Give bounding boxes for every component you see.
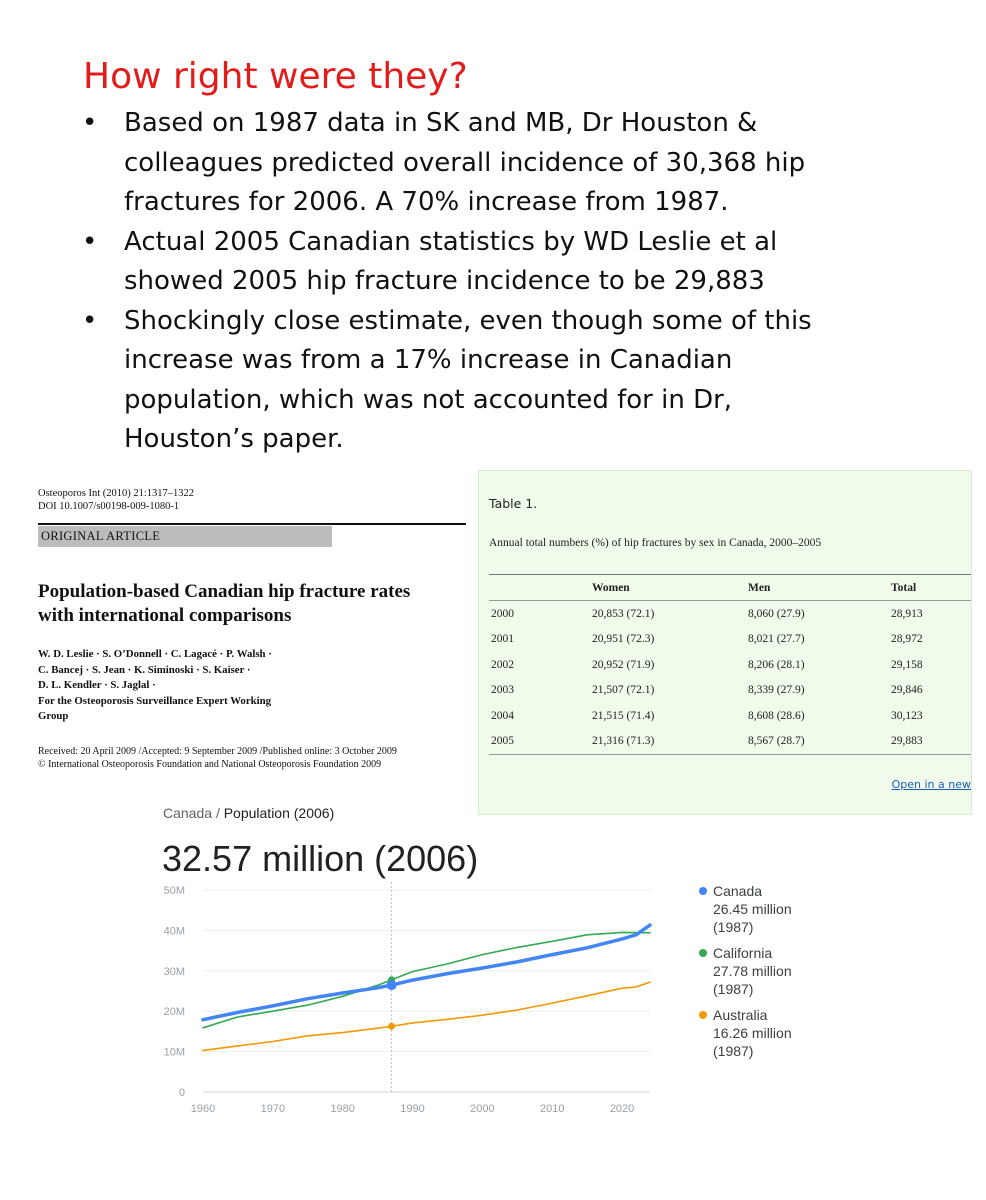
y-tick-label: 50M — [163, 885, 185, 897]
legend-item-canada[interactable] — [699, 882, 792, 936]
bullet-line: fractures for 2006. A 70% increase from 1987. — [124, 187, 729, 217]
table-cell: 28,913 — [891, 607, 923, 620]
header-rule — [38, 523, 466, 525]
y-tick-label: 0 — [178, 1087, 185, 1099]
legend-item-california[interactable] — [699, 944, 792, 998]
table-cell: 21,515 (71.4) — [592, 709, 655, 722]
table-cell: 2002 — [491, 658, 514, 671]
legend-series-name: California — [713, 945, 773, 961]
table-cell: 2004 — [491, 709, 514, 722]
article-dates — [38, 746, 468, 771]
table-cell: 8,021 (27.7) — [748, 633, 805, 646]
bullet-line: Houston’s paper. — [124, 424, 344, 454]
article-excerpt — [38, 487, 468, 770]
y-tick-label: 30M — [163, 965, 185, 978]
legend-item-australia[interactable] — [699, 1006, 792, 1060]
table-cell: 20,952 (71.9) — [592, 658, 655, 671]
table-cell: 29,846 — [891, 684, 923, 697]
legend-year: (1987) — [713, 981, 754, 997]
table-cell: 21,507 (72.1) — [592, 684, 655, 697]
hip-fracture-table — [489, 574, 972, 755]
population-headline: 32.57 million (2006) — [162, 838, 479, 879]
series-line-australia — [203, 982, 650, 1050]
table-cell: 2000 — [491, 607, 514, 620]
table-cell: 20,853 (72.1) — [592, 607, 655, 620]
table-cell: 2003 — [491, 684, 514, 697]
open-in-new-link[interactable]: Open in a new — [891, 778, 971, 791]
bullet-line: population, which was not accounted for in Dr, — [124, 384, 733, 415]
table-cell: 8,608 (28.6) — [748, 709, 805, 722]
series-point-australia — [388, 1023, 395, 1030]
series-line-canada — [203, 925, 650, 1020]
author-line: For the Osteoporosis Surveillance Expert Working — [38, 694, 272, 707]
table-cell: 8,060 (27.9) — [748, 607, 805, 620]
table-header-cell: Women — [592, 581, 630, 594]
x-tick-label: 1980 — [330, 1103, 355, 1115]
legend-value: 26.45 million — [713, 901, 792, 917]
x-tick-label: 1960 — [190, 1103, 216, 1115]
x-tick-label: 2010 — [539, 1103, 565, 1115]
bullet-item — [80, 104, 900, 223]
author-line: Group — [38, 710, 69, 722]
bullet-line: increase was from a 17% increase in Canadian — [124, 345, 733, 375]
table-header-row — [489, 575, 972, 601]
article-authors — [38, 647, 338, 725]
legend-year: (1987) — [713, 1043, 754, 1059]
legend-value: 16.26 million — [713, 1025, 792, 1041]
bullet-line: colleagues predicted overall incidence of 30,368 hip — [124, 147, 806, 178]
bullet-item — [80, 223, 900, 302]
table-cell: 30,123 — [891, 709, 923, 722]
y-tick-label: 40M — [163, 925, 185, 938]
x-tick-label: 2020 — [609, 1103, 635, 1115]
slide-title: How right were they? — [83, 56, 468, 97]
table-cell: 8,206 (28.1) — [748, 658, 805, 671]
table-caption: Annual total numbers (%) of hip fractures by sex in Canada, 2000–2005 — [489, 537, 822, 549]
table-cell: 29,883 — [891, 735, 923, 748]
breadcrumb-country[interactable]: Canada — [163, 805, 213, 821]
table-cell: 21,316 (71.3) — [592, 735, 655, 748]
bullet-list — [80, 104, 900, 460]
table-row — [489, 678, 972, 704]
author-line: C. Bancej · S. Jean · K. Siminoski · S. Kaiser · — [38, 663, 251, 676]
legend-series-name: Canada — [713, 883, 763, 899]
table-cell: 28,972 — [891, 633, 923, 646]
table-cell: 8,339 (27.9) — [748, 684, 805, 697]
table-cell: 8,567 (28.7) — [748, 735, 805, 748]
series-line-california — [203, 932, 650, 1027]
table-row — [489, 627, 972, 653]
chart-legend — [699, 882, 792, 1068]
table-row — [489, 652, 972, 678]
received-line: Received: 20 April 2009 /Accepted: 9 September 2009 /Published online: 3 October 2009 — [38, 746, 397, 757]
table-label: Table 1. — [489, 496, 538, 511]
bullet-item — [80, 302, 900, 460]
table-panel — [478, 470, 972, 815]
bullet-line: showed 2005 hip fracture incidence to be 29,883 — [124, 266, 765, 296]
legend-value: 27.78 million — [713, 963, 792, 979]
article-title — [38, 580, 468, 628]
y-tick-label: 10M — [163, 1046, 185, 1059]
article-title-line: with international comparisons — [38, 605, 292, 626]
article-type-label: ORIGINAL ARTICLE — [38, 526, 332, 547]
legend-dot — [699, 887, 707, 895]
y-tick-label: 20M — [163, 1006, 185, 1019]
table-row — [489, 729, 972, 756]
table-cell: 2005 — [491, 735, 514, 748]
legend-year: (1987) — [713, 919, 754, 935]
legend-dot — [699, 1011, 707, 1019]
series-point-canada — [387, 980, 397, 990]
breadcrumb — [163, 805, 334, 821]
legend-series-name: Australia — [713, 1007, 768, 1023]
breadcrumb-metric: Population (2006) — [223, 805, 335, 821]
copyright-line: © International Osteoporosis Foundation and National Osteoporosis Foundation 2009 — [38, 758, 382, 770]
journal-citation: Osteoporos Int (2010) 21:1317–1322 — [38, 488, 195, 499]
x-tick-label: 1970 — [260, 1103, 286, 1115]
journal-doi: DOI 10.1007/s00198-009-1080-1 — [38, 501, 180, 512]
x-tick-label: 2000 — [470, 1103, 495, 1115]
table-cell: 29,158 — [891, 658, 923, 671]
table-row — [489, 601, 972, 627]
author-line: W. D. Leslie · S. O’Donnell · C. Lagacé · P. Walsh · — [38, 648, 272, 660]
population-chart[interactable] — [150, 880, 660, 1115]
bullet-line: • Shockingly close estimate, even though some of this — [124, 305, 812, 336]
table-row — [489, 703, 972, 729]
bullet-line: • Based on 1987 data in SK and MB, Dr Houston & — [124, 108, 758, 138]
legend-dot — [699, 949, 707, 957]
x-tick-label: 1990 — [400, 1103, 425, 1115]
table-cell: 2001 — [491, 633, 514, 646]
table-header-cell: Men — [748, 581, 771, 594]
table-header-cell: Total — [891, 581, 917, 594]
breadcrumb-separator: / — [215, 805, 220, 821]
author-line: D. L. Kendler · S. Jaglal · — [38, 679, 156, 691]
bullet-line: • Actual 2005 Canadian statistics by WD Leslie et al — [124, 226, 778, 257]
table-cell: 20,951 (72.3) — [592, 633, 655, 646]
article-title-line: Population-based Canadian hip fracture rates — [38, 581, 411, 602]
